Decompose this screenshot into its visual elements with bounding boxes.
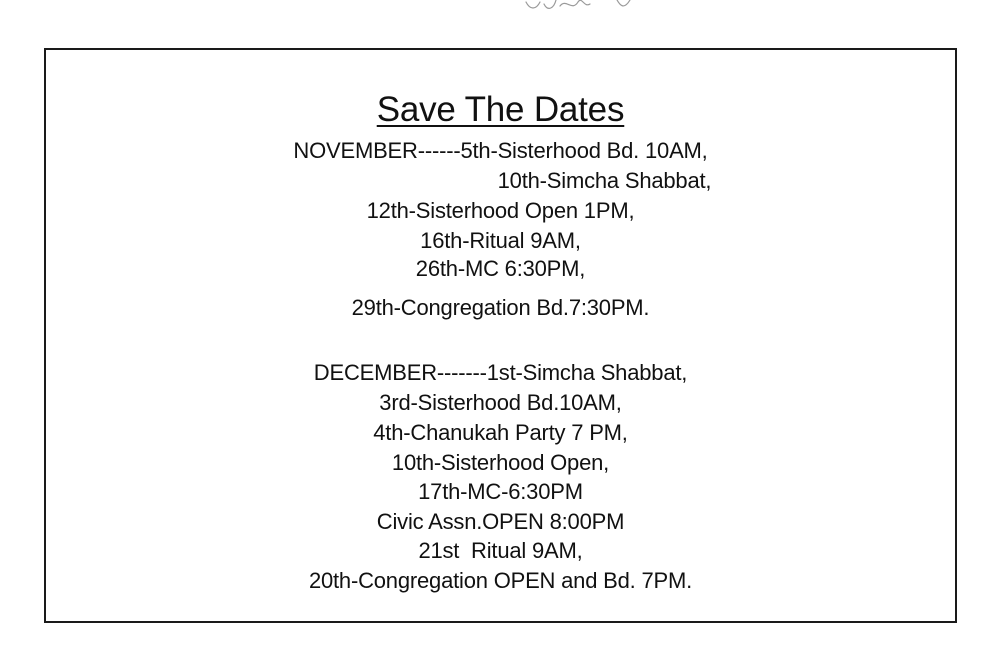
- november-line: 16th-Ritual 9AM,: [420, 228, 581, 253]
- december-line: DECEMBER-------1st-Simcha Shabbat,: [313, 360, 688, 385]
- november-line: 10th-Simcha Shabbat,: [497, 168, 712, 193]
- december-line: 21st Ritual 9AM,: [418, 538, 583, 563]
- november-line: 26th-MC 6:30PM,: [415, 256, 586, 281]
- november-line: 29th-Congregation Bd.7:30PM.: [351, 295, 650, 320]
- december-line: 4th-Chanukah Party 7 PM,: [373, 420, 628, 445]
- save-the-dates-box: [44, 48, 957, 623]
- december-line: 10th-Sisterhood Open,: [391, 450, 610, 475]
- december-line: Civic Assn.OPEN 8:00PM: [376, 509, 625, 534]
- december-line: 17th-MC-6:30PM: [418, 479, 583, 504]
- november-line: NOVEMBER------5th-Sisterhood Bd. 10AM,: [293, 138, 708, 163]
- cropped-handwriting: [520, 0, 660, 16]
- november-line: 12th-Sisterhood Open 1PM,: [366, 198, 635, 223]
- december-line: 20th-Congregation OPEN and Bd. 7PM.: [308, 568, 693, 593]
- december-line: 3rd-Sisterhood Bd.10AM,: [379, 390, 622, 415]
- notice-title: Save The Dates: [376, 90, 625, 129]
